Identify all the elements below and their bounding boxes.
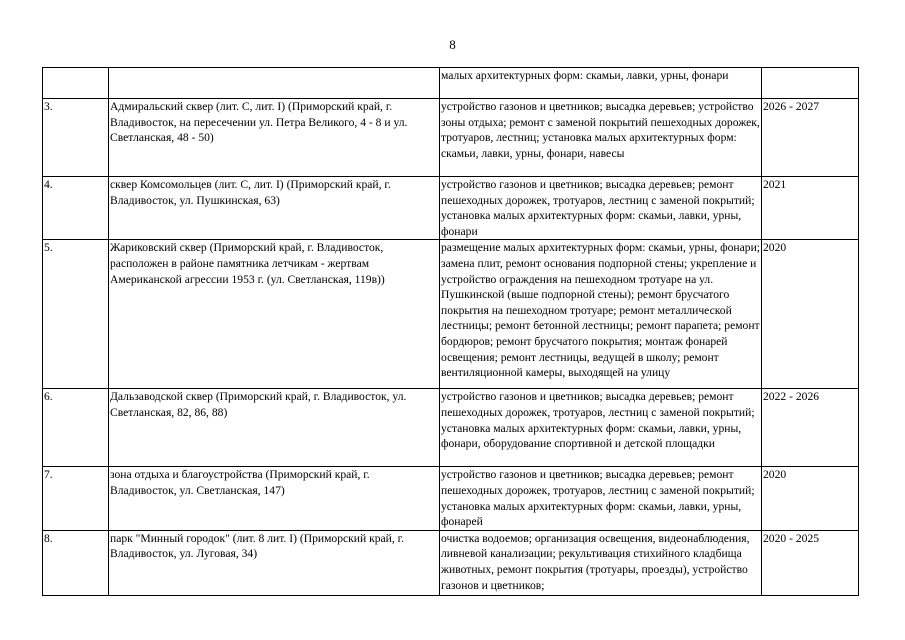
row-number-cell: 6.: [43, 389, 109, 467]
works-description-cell: устройство газонов и цветников; высадка деревьев; ремонт пешеходных дорожек, тротуаров, лестниц с заменой покрытий; установка малых архитектурных форм: скамьи, лавки, урны, фонари: [440, 177, 762, 240]
row-number-cell: 5.: [43, 240, 109, 389]
row-number-cell: [43, 68, 109, 99]
row-number-cell: 4.: [43, 177, 109, 240]
table-row: [43, 68, 859, 99]
works-description-cell: устройство газонов и цветников; высадка деревьев; ремонт пешеходных дорожек, тротуаров, лестниц с заменой покрытий; установка малых архитектурных форм: скамьи, лавки, урны, фонари, оборудование спортивной и детской площадки: [440, 389, 762, 467]
table-row: [43, 177, 859, 240]
years-cell: 2020 - 2025: [762, 530, 859, 595]
years-cell: [762, 68, 859, 99]
works-description-cell: размещение малых архитектурных форм: скамьи, урны, фонари; замена плит, ремонт основания подпорной стены; укрепление и устройство ограждения на пешеходном тротуаре на ул. Пушкинской (выше подпорной стены); ремонт брусчатого покрытия на пешеходном тротуаре; ремонт металлической лестницы; ремонт бетонной лестницы; ремонт парапета; ремонт бордюров; ремонт брусчатого покрытия; монтаж фонарей освещения; ремонт лестницы, ведущей в школу; ремонт вентиляционной камеры, выходящей на улицу: [440, 240, 762, 389]
table-row: [43, 99, 859, 177]
object-name-cell: парк "Минный городок" (лит. 8 лит. I) (Приморский край, г. Владивосток, ул. Луговая, 34): [109, 530, 440, 595]
table-row: [43, 530, 859, 595]
works-description-cell: устройство газонов и цветников; высадка деревьев; ремонт пешеходных дорожек, тротуаров, лестниц с заменой покрытий; установка малых архитектурных форм: скамьи, лавки, урны, фонарей: [440, 467, 762, 530]
years-cell: 2021: [762, 177, 859, 240]
page-number: 8: [449, 37, 456, 52]
table-row: [43, 389, 859, 467]
object-name-cell: Жариковский сквер (Приморский край, г. Владивосток, расположен в районе памятника летчикам - жертвам Американской агрессии 1953 г. (ул. Светланская, 119в)): [109, 240, 440, 389]
improvement-objects-table: [42, 67, 859, 596]
row-number-cell: 3.: [43, 99, 109, 177]
works-description-cell: очистка водоемов; организация освещения, видеонаблюдения, ливневой канализации; рекультивация стихийного кладбища животных, ремонт покрытия (тротуары, проезды), устройство газонов и цветников;: [440, 530, 762, 595]
table-row: [43, 467, 859, 530]
works-description-cell: малых архитектурных форм: скамьи, лавки, урны, фонари: [440, 68, 762, 99]
works-description-cell: устройство газонов и цветников; высадка деревьев; устройство зоны отдыха; ремонт с заменой покрытий пешеходных дорожек, тротуаров, лестниц; установка малых архитектурных форм: скамьи, лавки, урны, фонари, навесы: [440, 99, 762, 177]
years-cell: 2022 - 2026: [762, 389, 859, 467]
object-name-cell: зона отдыха и благоустройства (Приморский край, г. Владивосток, ул. Светланская, 147): [109, 467, 440, 530]
object-name-cell: [109, 68, 440, 99]
object-name-cell: сквер Комсомольцев (лит. С, лит. I) (Приморский край, г. Владивосток, ул. Пушкинская, 63): [109, 177, 440, 240]
object-name-cell: Адмиральский сквер (лит. С, лит. I) (Приморский край, г. Владивосток, на пересечении ул. Петра Великого, 4 - 8 и ул. Светланская, 48 - 50): [109, 99, 440, 177]
years-cell: 2026 - 2027: [762, 99, 859, 177]
table-body: [43, 68, 859, 596]
years-cell: 2020: [762, 240, 859, 389]
object-name-cell: Дальзаводской сквер (Приморский край, г. Владивосток, ул. Светланская, 82, 86, 88): [109, 389, 440, 467]
row-number-cell: 8.: [43, 530, 109, 595]
table-row: [43, 240, 859, 389]
row-number-cell: 7.: [43, 467, 109, 530]
years-cell: 2020: [762, 467, 859, 530]
